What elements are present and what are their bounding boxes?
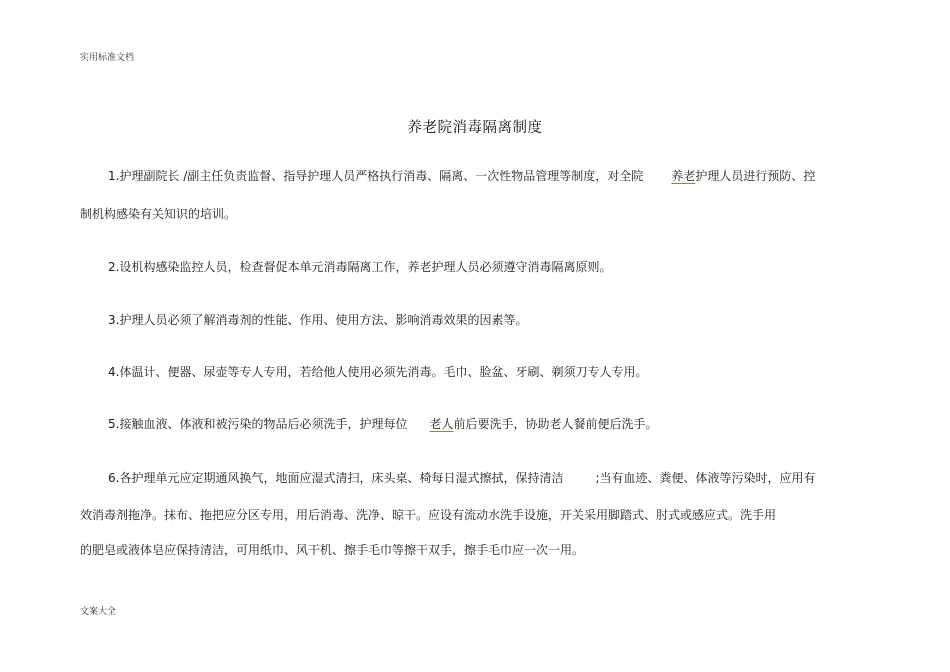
page-header: 实用标准文档 (80, 53, 135, 63)
item-5-text-a: 5.接触血液、体液和被污染的物品后必须洗手，护理每位 (108, 417, 408, 431)
item-6-line-2: 效消毒剂拖净。抹布、拖把应分区专用，用后消毒、洗净、晾干。应设有流动水洗手设施，开关采用脚踏式、肘式或感应式。洗手用 (80, 508, 777, 522)
document-title: 养老院消毒隔离制度 (407, 120, 543, 136)
item-5 (108, 415, 657, 432)
item-6-line-1 (108, 469, 816, 486)
item-1-line-1 (108, 167, 815, 184)
item-5-text-b: 前后要洗手，协助老人餐前便后洗手。 (453, 417, 658, 431)
item-5-underlined-word: 老人 (429, 417, 454, 431)
item-3: 3.护理人员必须了解消毒剂的性能、作用、使用方法、影响消毒效果的因素等。 (108, 313, 528, 327)
item-1-line-2: 制机构感染有关知识的培训。 (80, 207, 237, 221)
item-6-line-3: 的肥皂或液体皂应保持清洁，可用纸巾、风干机、擦手毛巾等擦干双手，擦手毛巾应一次一用。 (80, 543, 585, 557)
item-6-text-a: 6.各护理单元应定期通风换气，地面应湿式清扫，床头桌、椅每日湿式擦拭，保持清洁 (108, 471, 564, 485)
item-1-text-a: 1.护理副院长 /副主任负责监督、指导护理人员严格执行消毒、隔离、一次性物品管理等制度，对全院 (108, 169, 644, 183)
item-2: 2.设机构感染监控人员，检查督促本单元消毒隔离工作，养老护理人员必须遵守消毒隔离原则。 (108, 260, 612, 274)
item-6-text-b: ;当有血迹、粪便、体液等污染时，应用有 (595, 471, 816, 485)
page-footer: 文案大全 (80, 607, 117, 617)
item-4: 4.体温计、便器、尿壶等专人专用，若给他人使用必须先消毒。毛巾、脸盆、牙刷、剃须刀专人专用。 (108, 365, 648, 379)
item-1-underlined-word: 养老 (671, 169, 696, 183)
item-1-text-b: 护理人员进行预防、控 (695, 169, 816, 183)
